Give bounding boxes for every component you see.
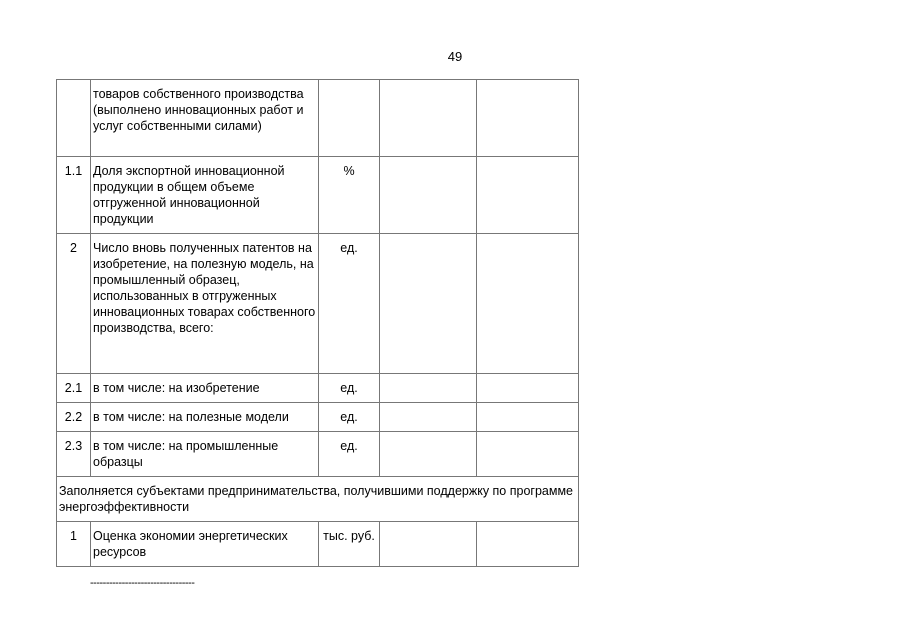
value-cell[interactable] — [477, 80, 579, 157]
value-cell[interactable] — [477, 234, 579, 374]
unit-of-measure — [319, 80, 380, 157]
unit-of-measure: % — [319, 157, 380, 234]
unit-of-measure: тыс. руб. — [319, 522, 380, 567]
value-cell[interactable] — [380, 374, 477, 403]
row-number: 1 — [57, 522, 91, 567]
indicator-name: Оценка экономии энергетических ресурсов — [91, 522, 319, 567]
row-number: 2.1 — [57, 374, 91, 403]
table-row — [57, 80, 579, 157]
page-number: 49 — [447, 49, 463, 64]
row-number: 2.2 — [57, 403, 91, 432]
value-cell[interactable] — [380, 234, 477, 374]
indicators-table — [56, 79, 579, 567]
indicator-name: в том числе: на промышленные образцы — [91, 432, 319, 477]
indicator-name: Число вновь полученных патентов на изобретение, на полезную модель, на промышленный образец, использованных в отгруженных инновационных товарах собственного производства, всего: — [91, 234, 319, 374]
unit-of-measure: ед. — [319, 374, 380, 403]
unit-of-measure: ед. — [319, 403, 380, 432]
table-row — [57, 374, 579, 403]
value-cell[interactable] — [477, 432, 579, 477]
value-cell[interactable] — [380, 157, 477, 234]
value-cell[interactable] — [380, 432, 477, 477]
value-cell[interactable] — [477, 157, 579, 234]
value-cell[interactable] — [380, 522, 477, 567]
row-number — [57, 80, 91, 157]
table-row — [57, 432, 579, 477]
table-row — [57, 403, 579, 432]
table-row — [57, 522, 579, 567]
value-cell[interactable] — [380, 80, 477, 157]
value-cell[interactable] — [380, 403, 477, 432]
table-row — [57, 157, 579, 234]
unit-of-measure: ед. — [319, 432, 380, 477]
value-cell[interactable] — [477, 374, 579, 403]
unit-of-measure: ед. — [319, 234, 380, 374]
footnote-separator: --------------------------------- — [90, 577, 195, 589]
indicator-name: в том числе: на изобретение — [91, 374, 319, 403]
table-row — [57, 234, 579, 374]
value-cell[interactable] — [477, 522, 579, 567]
row-number: 1.1 — [57, 157, 91, 234]
value-cell[interactable] — [477, 403, 579, 432]
section-heading-row — [57, 477, 579, 522]
indicator-name: в том числе: на полезные модели — [91, 403, 319, 432]
row-number: 2 — [57, 234, 91, 374]
indicator-name: Доля экспортной инновационной продукции в общем объеме отгруженной инновационной продукции — [91, 157, 319, 234]
row-number: 2.3 — [57, 432, 91, 477]
indicator-name: товаров собственного производства (выполнено инновационных работ и услуг собственными силами) — [91, 80, 319, 157]
section-heading: Заполняется субъектами предпринимательства, получившими поддержку по программе энергоэффективности — [57, 477, 579, 522]
